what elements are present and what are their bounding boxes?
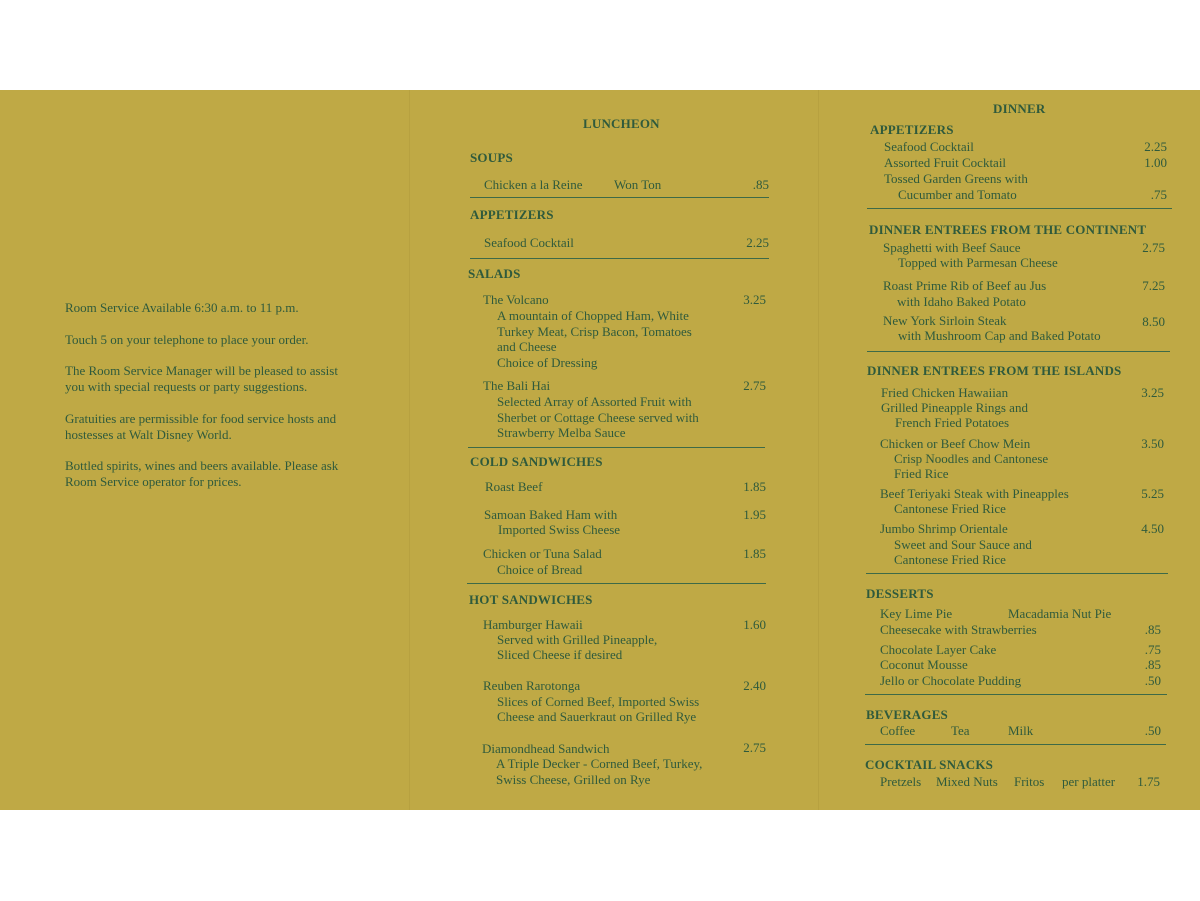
info-phone: Touch 5 on your telephone to place your order. xyxy=(65,332,309,347)
dinner-appetizer-price: 2.25 xyxy=(1144,139,1167,154)
salad-volcano-price: 3.25 xyxy=(743,292,766,307)
continent-item-desc: Topped with Parmesan Cheese xyxy=(898,255,1058,270)
salad-balihai-desc: Strawberry Melba Sauce xyxy=(497,425,626,440)
beverage-tea: Tea xyxy=(951,723,970,738)
soup-price: .85 xyxy=(752,177,769,192)
islands-item-name: Fried Chicken Hawaiian xyxy=(881,385,1009,400)
islands-item-desc: Sweet and Sour Sauce and xyxy=(894,537,1032,552)
cold-ham-name: Samoan Baked Ham with xyxy=(484,507,618,522)
islands-item-desc: Cantonese Fried Rice xyxy=(894,501,1006,516)
divider xyxy=(470,258,769,259)
hot-reuben-desc: Cheese and Sauerkraut on Grilled Rye xyxy=(497,709,697,724)
dinner-appetizer-desc: Cucumber and Tomato xyxy=(898,187,1017,202)
dessert-chocolate: Chocolate Layer Cake xyxy=(880,642,997,657)
divider xyxy=(866,573,1168,574)
salad-volcano-desc: Choice of Dressing xyxy=(497,355,598,370)
continent-item-price: 8.50 xyxy=(1142,314,1165,329)
info-manager-1: The Room Service Manager will be pleased to assist xyxy=(65,363,338,378)
hot-hamburger-price: 1.60 xyxy=(743,617,766,632)
dessert-price: .85 xyxy=(1144,657,1161,672)
salad-balihai-price: 2.75 xyxy=(743,378,766,393)
salad-volcano-desc: and Cheese xyxy=(497,339,557,354)
salad-balihai-desc: Sherbet or Cottage Cheese served with xyxy=(497,410,699,425)
divider xyxy=(467,583,766,584)
cold-salad-price: 1.85 xyxy=(743,546,766,561)
info-gratuities-2: hostesses at Walt Disney World. xyxy=(65,427,232,442)
dessert-cheesecake: Cheesecake with Strawberries xyxy=(880,622,1037,637)
lunch-appetizer-item: Seafood Cocktail xyxy=(484,235,574,250)
hot-hamburger-name: Hamburger Hawaii xyxy=(483,617,583,632)
hot-hamburger-desc: Sliced Cheese if desired xyxy=(497,647,623,662)
dinner-appetizers-heading: APPETIZERS xyxy=(870,122,954,137)
cold-ham-price: 1.95 xyxy=(743,507,766,522)
cold-ham-desc: Imported Swiss Cheese xyxy=(498,522,621,537)
snack-fritos: Fritos xyxy=(1014,774,1045,789)
dessert-keylime: Key Lime Pie xyxy=(880,606,953,621)
salad-volcano-desc: A mountain of Chopped Ham, White xyxy=(497,308,689,323)
beverages-heading: BEVERAGES xyxy=(866,707,948,722)
salad-volcano-desc: Turkey Meat, Crisp Bacon, Tomatoes xyxy=(497,324,692,339)
islands-item-desc: Fried Rice xyxy=(894,466,949,481)
info-manager-2: you with special requests or party suggestions. xyxy=(65,379,308,394)
snack-price: 1.75 xyxy=(1137,774,1160,789)
beverage-coffee: Coffee xyxy=(880,723,916,738)
hot-sandwiches-heading: HOT SANDWICHES xyxy=(469,592,593,607)
cold-roastbeef-name: Roast Beef xyxy=(485,479,543,494)
hot-diamondhead-desc: A Triple Decker - Corned Beef, Turkey, xyxy=(496,756,703,771)
dessert-macadamia: Macadamia Nut Pie xyxy=(1008,606,1112,621)
dinner-title: DINNER xyxy=(993,101,1046,116)
snack-per-platter: per platter xyxy=(1062,774,1116,789)
fold-line-right xyxy=(818,90,819,810)
soup-item-chicken: Chicken a la Reine xyxy=(484,177,583,192)
dessert-coconut: Coconut Mousse xyxy=(880,657,968,672)
islands-item-desc: Cantonese Fried Rice xyxy=(894,552,1006,567)
hot-diamondhead-name: Diamondhead Sandwich xyxy=(482,741,610,756)
continent-item-desc: with Idaho Baked Potato xyxy=(897,294,1026,309)
dinner-appetizer-name: Assorted Fruit Cocktail xyxy=(884,155,1007,170)
hot-reuben-name: Reuben Rarotonga xyxy=(483,678,581,693)
hot-reuben-desc: Slices of Corned Beef, Imported Swiss xyxy=(497,694,700,709)
dessert-price: .50 xyxy=(1144,673,1161,688)
luncheon-title: LUNCHEON xyxy=(583,116,660,131)
dinner-appetizer-name: Tossed Garden Greens with xyxy=(884,171,1028,186)
islands-item-desc: French Fried Potatoes xyxy=(895,415,1010,430)
continent-item-price: 2.75 xyxy=(1142,240,1165,255)
islands-item-desc: Grilled Pineapple Rings and xyxy=(881,400,1028,415)
cold-roastbeef-price: 1.85 xyxy=(743,479,766,494)
dessert-jello: Jello or Chocolate Pudding xyxy=(880,673,1022,688)
salad-volcano-name: The Volcano xyxy=(483,292,549,307)
dessert-price: .85 xyxy=(1144,622,1161,637)
islands-item-name: Chicken or Beef Chow Mein xyxy=(880,436,1031,451)
lunch-appetizer-price: 2.25 xyxy=(746,235,769,250)
salad-balihai-name: The Bali Hai xyxy=(483,378,551,393)
divider xyxy=(470,197,769,198)
info-spirits-2: Room Service operator for prices. xyxy=(65,474,242,489)
fold-line-left xyxy=(409,90,410,810)
continent-item-name: Roast Prime Rib of Beef au Jus xyxy=(883,278,1047,293)
info-spirits-1: Bottled spirits, wines and beers available. Please ask xyxy=(65,458,339,473)
snack-nuts: Mixed Nuts xyxy=(936,774,998,789)
dinner-appetizer-price: 1.00 xyxy=(1144,155,1167,170)
islands-item-desc: Crisp Noodles and Cantonese xyxy=(894,451,1049,466)
cold-sandwiches-heading: COLD SANDWICHES xyxy=(470,454,603,469)
cold-salad-name: Chicken or Tuna Salad xyxy=(483,546,602,561)
soup-item-wonton: Won Ton xyxy=(614,177,662,192)
lunch-appetizers-heading: APPETIZERS xyxy=(470,207,554,222)
continent-item-desc: with Mushroom Cap and Baked Potato xyxy=(898,328,1101,343)
divider xyxy=(865,744,1166,745)
divider xyxy=(867,351,1170,352)
divider xyxy=(865,694,1167,695)
dinner-appetizer-name: Seafood Cocktail xyxy=(884,139,974,154)
islands-item-price: 3.25 xyxy=(1141,385,1164,400)
islands-item-name: Jumbo Shrimp Orientale xyxy=(880,521,1008,536)
snack-pretzels: Pretzels xyxy=(880,774,922,789)
divider xyxy=(468,447,765,448)
dessert-price: .75 xyxy=(1144,642,1161,657)
continent-heading: DINNER ENTREES FROM THE CONTINENT xyxy=(869,222,1147,237)
continent-item-price: 7.25 xyxy=(1142,278,1165,293)
islands-item-price: 3.50 xyxy=(1141,436,1164,451)
soups-heading: SOUPS xyxy=(470,150,513,165)
desserts-heading: DESSERTS xyxy=(866,586,934,601)
beverage-price: .50 xyxy=(1144,723,1161,738)
continent-item-name: Spaghetti with Beef Sauce xyxy=(883,240,1021,255)
salads-heading: SALADS xyxy=(468,266,521,281)
islands-item-price: 4.50 xyxy=(1141,521,1164,536)
beverage-milk: Milk xyxy=(1008,723,1034,738)
info-gratuities-1: Gratuities are permissible for food service hosts and xyxy=(65,411,337,426)
islands-item-price: 5.25 xyxy=(1141,486,1164,501)
islands-item-name: Beef Teriyaki Steak with Pineapples xyxy=(880,486,1069,501)
dinner-appetizer-price: .75 xyxy=(1150,187,1167,202)
salad-balihai-desc: Selected Array of Assorted Fruit with xyxy=(497,394,692,409)
hot-diamondhead-price: 2.75 xyxy=(743,740,766,755)
cold-salad-desc: Choice of Bread xyxy=(497,562,583,577)
hot-hamburger-desc: Served with Grilled Pineapple, xyxy=(497,632,658,647)
divider xyxy=(867,208,1172,209)
continent-item-name: New York Sirloin Steak xyxy=(883,313,1007,328)
hot-diamondhead-desc: Swiss Cheese, Grilled on Rye xyxy=(496,772,651,787)
info-hours: Room Service Available 6:30 a.m. to 11 p.m. xyxy=(65,300,299,315)
hot-reuben-price: 2.40 xyxy=(743,678,766,693)
islands-heading: DINNER ENTREES FROM THE ISLANDS xyxy=(867,363,1122,378)
cocktail-snacks-heading: COCKTAIL SNACKS xyxy=(865,757,994,772)
